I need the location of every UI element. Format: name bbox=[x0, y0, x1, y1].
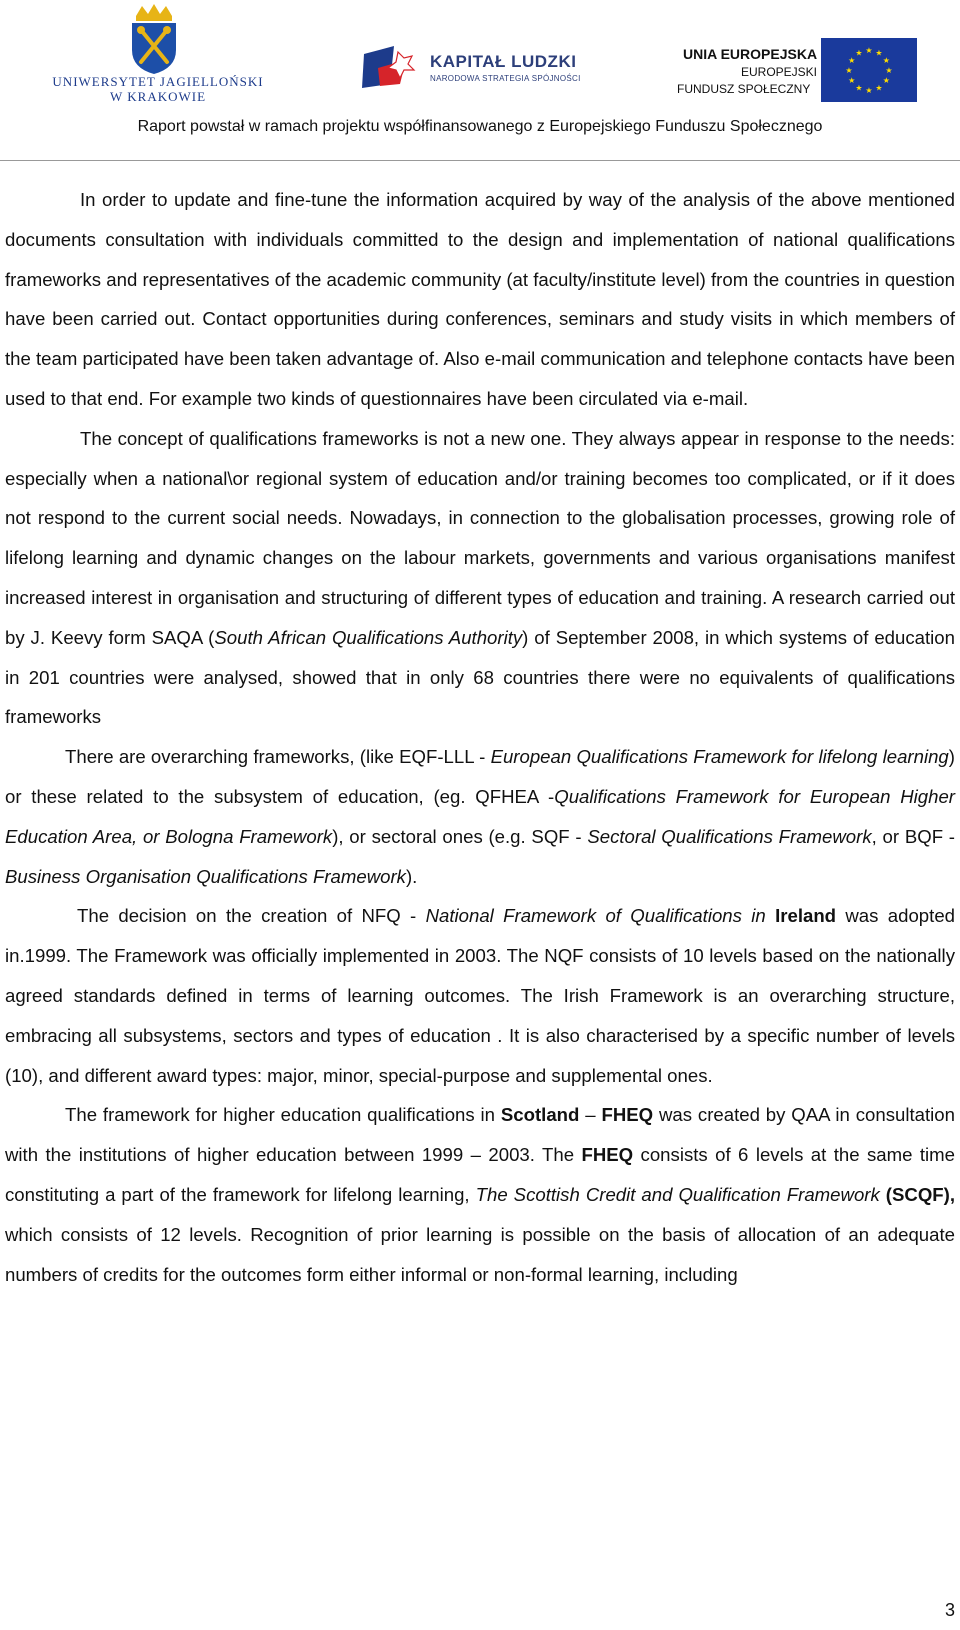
kapital-ludzki-logo bbox=[360, 44, 610, 94]
paragraph-text: ), or sectoral ones (e.g. SQF - bbox=[332, 825, 588, 847]
eu-star-icon: ★ bbox=[875, 48, 883, 58]
kapital-ludzki-subtitle: NARODOWA STRATEGIA SPÓJNOŚCI bbox=[430, 74, 581, 83]
bold-term: FHEQ bbox=[581, 1144, 634, 1166]
bold-term: Scotland bbox=[500, 1104, 580, 1126]
eu-star-icon: ★ bbox=[848, 76, 856, 85]
eu-star-icon: ★ bbox=[885, 66, 893, 75]
paragraph-ireland bbox=[5, 896, 955, 1095]
italic-term: Qualifications Framework for European Higher Education Area, or Bologna Framework bbox=[5, 785, 955, 847]
eu-logo bbox=[655, 20, 935, 115]
paragraph-text: which consists of 12 levels. Recognition of prior learning is possible on the basis of allocation of an adequate numbers of credits for the outcomes form either informal or non-formal learning, including bbox=[5, 1223, 955, 1285]
bold-term: Ireland bbox=[775, 905, 837, 927]
eu-logo-line1: UNIA EUROPEJSKA bbox=[683, 46, 818, 62]
paragraph-text: was adopted in.1999. The Framework was officially implemented in 2003. The NQF consists of 10 levels based on the nationally agreed standards defined in terms of learning outcomes. The Irish Framework is an overarching structure, embracing all subsystems, sectors and types of education . It is also characterised by a specific number of levels (10), and different award types: major, minor, special-purpose and supplemental ones. bbox=[5, 905, 955, 1086]
bold-term: (SCQF), bbox=[885, 1183, 955, 1205]
italic-term: Sectoral Qualifications Framework bbox=[587, 825, 872, 847]
eu-logo-line2: EUROPEJSKI bbox=[741, 65, 818, 79]
italic-term: Business Organisation Qualifications Framework bbox=[5, 865, 406, 887]
eu-star-icon: ★ bbox=[855, 83, 863, 93]
eu-star-icon: ★ bbox=[855, 48, 863, 58]
project-tagline: Raport powstał w ramach projektu współfinansowanego z Europejskiego Funduszu Społecznego bbox=[137, 118, 823, 135]
eu-logo-line3: FUNDUSZ SPOŁECZNY bbox=[677, 82, 811, 96]
paragraph-frameworks bbox=[5, 737, 955, 896]
eu-star-icon: ★ bbox=[865, 46, 873, 55]
header-divider bbox=[0, 160, 960, 161]
paragraph-concept bbox=[5, 419, 955, 737]
uj-crest-icon bbox=[48, 2, 268, 74]
eu-star-icon: ★ bbox=[865, 86, 873, 95]
italic-term: European Qualifications Framework for lifelong learning bbox=[490, 746, 949, 768]
page-header bbox=[0, 0, 960, 150]
eu-flag-icon bbox=[821, 38, 917, 102]
italic-term: South African Qualifications Authority bbox=[214, 626, 523, 648]
paragraph-text: The decision on the creation of NFQ - bbox=[77, 905, 426, 927]
paragraph-text: consists of 6 levels at the same time constituting a part of the framework for lifelong learning, bbox=[5, 1144, 955, 1205]
paragraph-consultation bbox=[5, 180, 955, 419]
uj-name-line1: UNIWERSYTET JAGIELLOŃSKI bbox=[52, 74, 264, 89]
paragraph-text: , or BQF - bbox=[871, 825, 955, 847]
paragraph-text: The concept of qualifications frameworks is not a new one. They always appear in response to the needs: especially when a national\or regional system of education and/or training becomes too complicated, or if it does not respond to the current social needs. Nowadays, in connection to the globalisation processes, growing role of lifelong learning and dynamic changes on the labour markets, governments and various organisations manifest increased interest in organisation and structuring of different types of education and training. A research carried out by J. Keevy form SAQA ( bbox=[5, 427, 955, 648]
eu-star-icon: ★ bbox=[875, 83, 883, 93]
bold-term: FHEQ bbox=[601, 1104, 654, 1126]
page-number: 3 bbox=[944, 1600, 955, 1620]
kapital-ludzki-title: KAPITAŁ LUDZKI bbox=[430, 52, 577, 71]
uj-name-line2: W KRAKOWIE bbox=[109, 89, 207, 104]
paragraph-text: ). bbox=[405, 865, 418, 887]
eu-star-icon: ★ bbox=[848, 56, 856, 65]
eu-star-icon: ★ bbox=[845, 66, 853, 75]
paragraph-text: There are overarching frameworks, (like EQF-LLL - bbox=[65, 746, 491, 768]
paragraph-text: – bbox=[579, 1104, 602, 1126]
paragraph-text: In order to update and fine-tune the information acquired by way of the analysis of the above mentioned documents consultation with individuals committed to the design and implementation of national qualifications frameworks and representatives of the academic community (at faculty/institute level) from the countries in question have been carried out. Contact opportunities during conferences, seminars and study visits in which members of the team participated have been taken advantage of. Also e-mail communication and telephone contacts have been used to that end. For example two kinds of questionnaires have been circulated via e-mail. bbox=[5, 189, 955, 409]
italic-term: National Framework of Qualifications in bbox=[425, 905, 766, 927]
paragraph-text: ) or these related to the subsystem of education, (eg. QFHEA - bbox=[5, 746, 955, 807]
eu-star-icon: ★ bbox=[882, 56, 890, 65]
paragraph-scotland bbox=[5, 1095, 955, 1294]
paragraph-text: ) of September 2008, in which systems of education in 201 countries were analysed, showed that in only 68 countries there were no equivalents of qualifications frameworks bbox=[5, 626, 955, 728]
document-body bbox=[5, 180, 955, 1294]
paragraph-text: The framework for higher education qualifications in bbox=[65, 1104, 501, 1126]
uj-logo bbox=[48, 2, 268, 102]
paragraph-text: was created by QAA in consultation with the institutions of higher education between 1999 – 2003. The bbox=[5, 1104, 955, 1166]
kapital-ludzki-emblem-icon bbox=[360, 44, 422, 94]
italic-term: The Scottish Credit and Qualification Framework bbox=[475, 1183, 880, 1205]
eu-star-icon: ★ bbox=[882, 76, 890, 85]
